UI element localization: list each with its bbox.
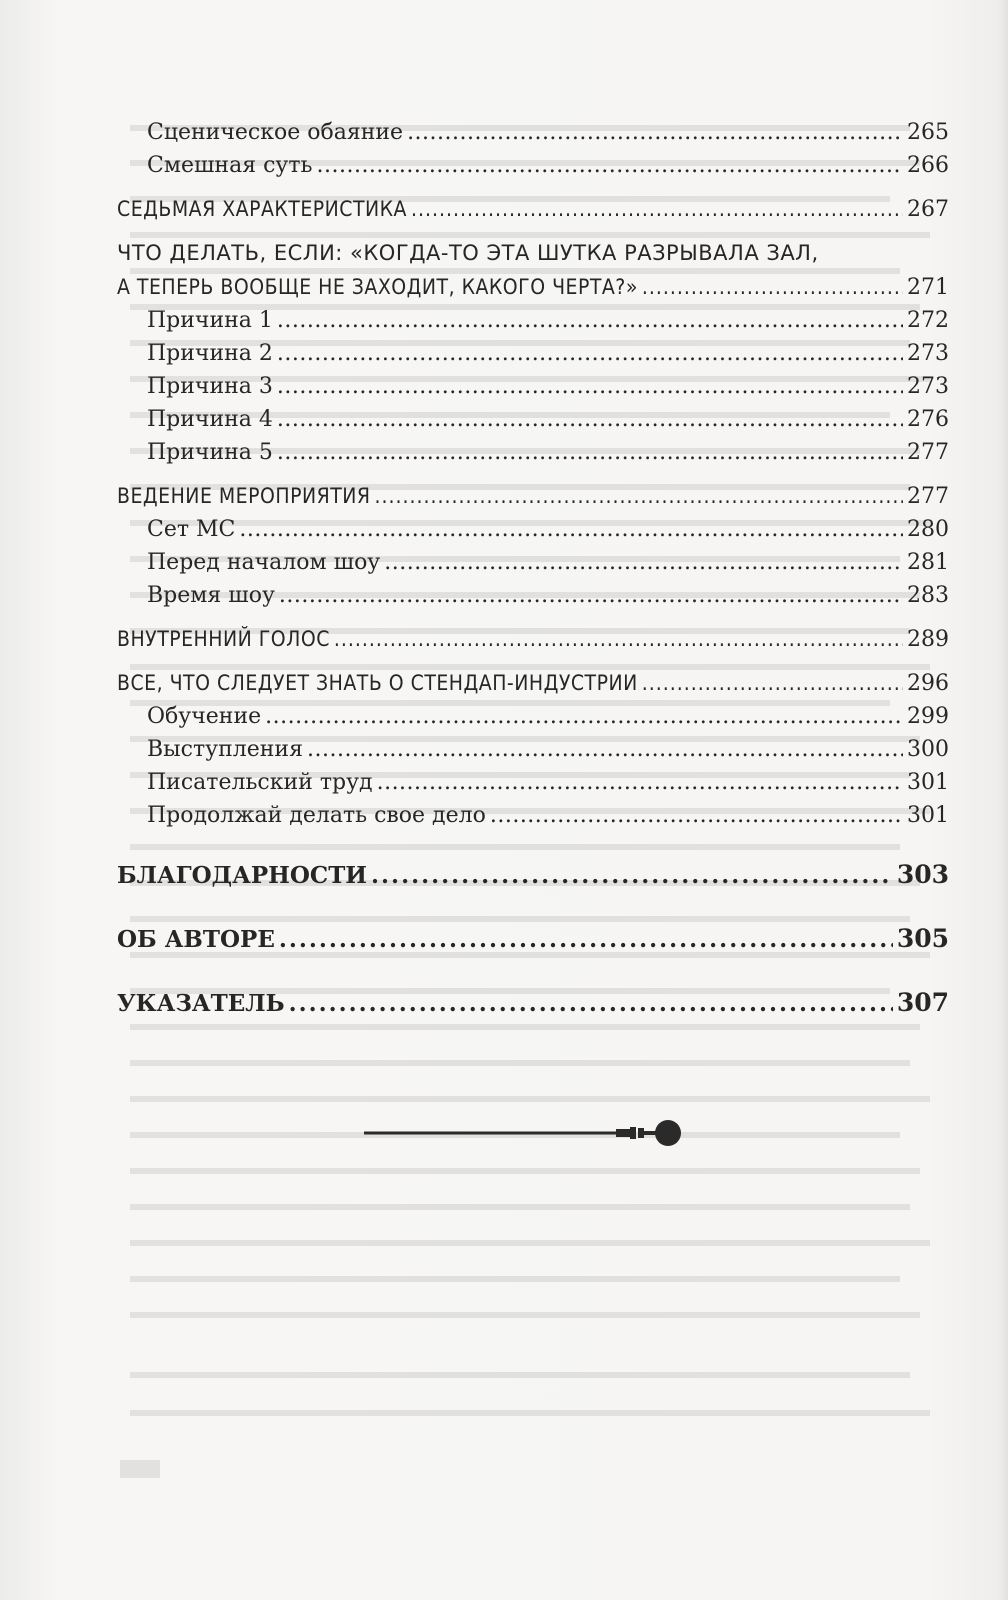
toc-entry[interactable] xyxy=(117,513,949,546)
toc-entry-page: 296 xyxy=(907,671,949,696)
toc-entry-title: ОБ АВТОРЕ xyxy=(117,926,275,953)
dot-leader xyxy=(265,700,903,733)
dot-leader xyxy=(411,192,903,226)
dot-leader xyxy=(277,403,903,436)
dot-leader xyxy=(277,436,903,469)
toc-entry-title: ВНУТРЕННИЙ ГОЛОС xyxy=(117,627,330,651)
toc-major-entry[interactable] xyxy=(117,854,949,896)
dot-leader xyxy=(334,622,903,656)
dot-leader xyxy=(277,370,903,403)
toc-entry[interactable] xyxy=(117,337,949,370)
toc-entry-page: 300 xyxy=(907,737,949,762)
toc-entry-title: Время шоу xyxy=(147,583,275,608)
toc-entry-page: 272 xyxy=(907,308,949,333)
dot-leader xyxy=(277,337,903,370)
toc-entry[interactable] xyxy=(117,799,949,832)
dot-leader xyxy=(407,116,903,149)
toc-entry[interactable] xyxy=(117,116,949,149)
toc-entry-page: 307 xyxy=(896,988,949,1017)
page-edge-shadow xyxy=(998,0,1008,1600)
toc-entry-title: БЛАГОДАРНОСТИ xyxy=(117,862,368,889)
toc-entry-title: Причина 3 xyxy=(147,374,273,399)
toc-chapter-entry[interactable] xyxy=(117,192,949,226)
toc-entry-title: Перед началом шоу xyxy=(147,550,381,575)
toc-entry[interactable] xyxy=(117,304,949,337)
dot-leader xyxy=(642,666,903,700)
toc-entry[interactable] xyxy=(117,403,949,436)
toc-entry-title: Продолжай делать свое дело xyxy=(147,803,486,828)
toc-entry-page: 273 xyxy=(907,374,949,399)
toc-entry-page: 303 xyxy=(896,860,949,889)
toc-entry[interactable] xyxy=(117,733,949,766)
toc-chapter-entry[interactable] xyxy=(117,479,949,513)
toc-entry[interactable] xyxy=(117,436,949,469)
toc-entry[interactable] xyxy=(117,546,949,579)
toc-entry-title: УКАЗАТЕЛЬ xyxy=(117,990,285,1017)
toc-entry-title: Выступления xyxy=(147,737,303,762)
dot-leader xyxy=(375,479,903,513)
dot-leader xyxy=(384,546,903,579)
toc-chapter-entry[interactable] xyxy=(117,666,949,700)
toc-entry-page: 277 xyxy=(907,440,949,465)
toc-entry-title: Сценическое обаяние xyxy=(147,120,404,145)
toc-entry-page: 299 xyxy=(907,704,949,729)
toc-entry-title: Сет МС xyxy=(147,517,236,542)
dot-leader xyxy=(239,513,903,546)
dot-leader xyxy=(289,983,893,1025)
toc-entry-page: 283 xyxy=(907,583,949,608)
dot-leader xyxy=(277,304,903,337)
toc-major-entry[interactable] xyxy=(117,918,949,960)
toc-entry-title: Причина 1 xyxy=(147,308,273,333)
toc-entry-title: Причина 2 xyxy=(147,341,273,366)
toc-entry-page: 271 xyxy=(907,275,949,300)
toc-entry-page: 289 xyxy=(907,627,949,652)
toc-entry-page: 277 xyxy=(907,484,949,509)
toc-entry-page: 281 xyxy=(907,550,949,575)
toc-entry-page: 265 xyxy=(907,120,949,145)
dot-leader xyxy=(279,579,903,612)
toc-major-entry[interactable] xyxy=(117,982,949,1024)
toc-entry[interactable] xyxy=(117,700,949,733)
toc-entry-title: ВЕДЕНИЕ МЕРОПРИЯТИЯ xyxy=(117,484,371,508)
toc-entry-title: СЕДЬМАЯ ХАРАКТЕРИСТИКА xyxy=(117,197,407,221)
toc-chapter-entry[interactable] xyxy=(117,270,949,304)
toc-entry-title: Обучение xyxy=(147,704,262,729)
toc-entry[interactable] xyxy=(117,149,949,182)
toc-entry[interactable] xyxy=(117,766,949,799)
toc-chapter-entry[interactable] xyxy=(117,622,949,656)
toc-chapter-title-line-1[interactable]: ЧТО ДЕЛАТЬ, ЕСЛИ: «КОГДА-ТО ЭТА ШУТКА РАЗРЫВАЛА ЗАЛ, xyxy=(117,241,819,265)
toc-entry-title: А ТЕПЕРЬ ВООБЩЕ НЕ ЗАХОДИТ, КАКОГО ЧЕРТА?» xyxy=(117,275,638,299)
toc-entry-page: 273 xyxy=(907,341,949,366)
table-of-contents xyxy=(117,116,949,1024)
toc-entry[interactable] xyxy=(117,579,949,612)
toc-entry-page: 301 xyxy=(907,803,949,828)
toc-entry-title: Писательский труд xyxy=(147,770,373,795)
toc-entry-page: 276 xyxy=(907,407,949,432)
toc-entry-title: Смешная суть xyxy=(147,153,313,178)
toc-entry-page: 280 xyxy=(907,517,949,542)
toc-entry-page: 305 xyxy=(896,924,949,953)
dot-leader xyxy=(377,766,903,799)
toc-entry-page: 301 xyxy=(907,770,949,795)
dot-leader xyxy=(642,270,903,304)
toc-entry-title: Причина 4 xyxy=(147,407,273,432)
toc-entry[interactable] xyxy=(117,370,949,403)
toc-entry-page: 267 xyxy=(907,197,949,222)
dot-leader xyxy=(490,799,903,832)
dot-leader xyxy=(279,919,893,961)
dot-leader xyxy=(307,733,903,766)
toc-entry-page: 266 xyxy=(907,153,949,178)
dot-leader xyxy=(371,855,893,897)
toc-entry-title: Причина 5 xyxy=(147,440,273,465)
toc-entry-title: ВСЕ, ЧТО СЛЕДУЕТ ЗНАТЬ О СТЕНДАП-ИНДУСТРИИ xyxy=(117,671,638,695)
microphone-icon xyxy=(364,1118,684,1148)
dot-leader xyxy=(316,149,903,182)
